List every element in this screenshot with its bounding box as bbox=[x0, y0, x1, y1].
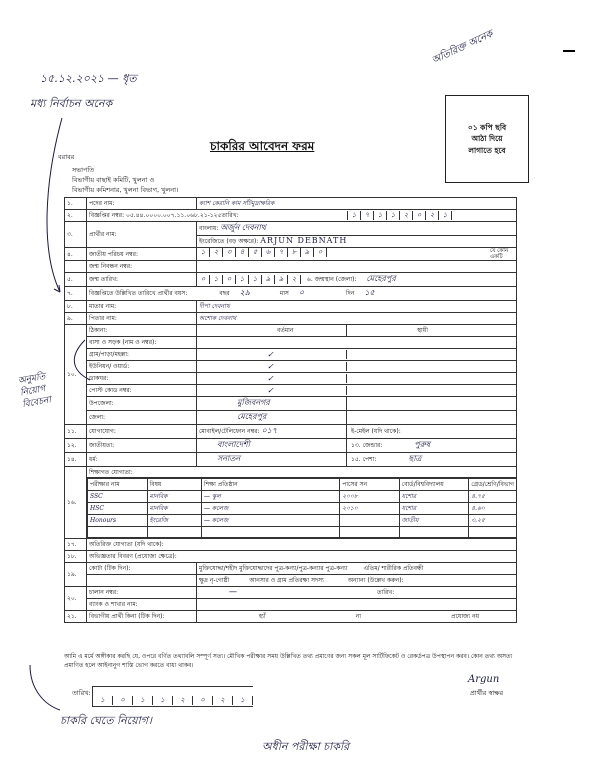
gender-label: জেন্ডার: bbox=[362, 442, 383, 449]
address-field-label: ডাকঘর: bbox=[87, 373, 197, 385]
occupation-label: পেশা: bbox=[362, 456, 377, 463]
age-day[interactable]: ১৫ bbox=[364, 288, 375, 297]
english-label: ইংরেজিতে (বড় অক্ষরে): bbox=[199, 238, 259, 245]
education-row bbox=[88, 503, 517, 515]
extra-qualification-label: অতিরিক্ত যোগ্যতা (যদি থাকে): bbox=[87, 539, 517, 551]
board[interactable]: যশোর bbox=[399, 491, 469, 503]
applicant-signature: Argun bbox=[468, 674, 500, 685]
address-line bbox=[65, 337, 517, 349]
dob-digit-boxes[interactable] bbox=[197, 276, 301, 283]
age-year[interactable]: ২৯ bbox=[239, 288, 250, 297]
either-one-note: যে কোন একটি bbox=[490, 248, 509, 260]
digit-box[interactable]: ০ bbox=[113, 696, 133, 705]
education-table bbox=[87, 478, 517, 538]
field-label: যোগাযোগ: bbox=[87, 425, 197, 439]
education-row bbox=[88, 491, 517, 503]
option-yes[interactable]: হ্যাঁ bbox=[259, 613, 266, 620]
form-cell bbox=[197, 248, 517, 261]
bottom-left-note: চাকরি ঘেতে নিয়োগ। bbox=[60, 714, 152, 727]
digit-box[interactable]: ০ bbox=[193, 696, 213, 705]
address-field-label: গ্রাম/পাড়া/মহল্লা: bbox=[87, 349, 197, 361]
form-cell bbox=[469, 527, 517, 538]
field-label: পিতার নাম: bbox=[87, 313, 197, 325]
row-number: ৭. bbox=[65, 287, 87, 301]
quota-other[interactable]: অন্যান্য (উল্লেখ করুন): bbox=[347, 577, 404, 584]
address-line bbox=[65, 349, 517, 361]
field-label: চালান নম্বর: bbox=[87, 587, 197, 599]
row-number: ৫. bbox=[65, 273, 87, 287]
digit-box[interactable]: ৪ bbox=[236, 248, 249, 257]
photo-line-2: আঠা দিয়ে bbox=[471, 134, 503, 144]
bottom-right-note: অধীন পরীক্ষা চাকরি bbox=[262, 740, 350, 753]
address-field-label: উপজেলা: bbox=[87, 397, 197, 411]
education-header-row bbox=[88, 479, 517, 491]
row-number: ১০. bbox=[65, 325, 87, 425]
digit-box[interactable]: ০ bbox=[223, 275, 236, 284]
digit-box[interactable]: ০ bbox=[197, 275, 210, 284]
nationality-value[interactable]: বাংলাদেশী bbox=[197, 439, 347, 452]
year-label: বছর bbox=[219, 290, 230, 297]
field-label: ঠিকানা: bbox=[87, 325, 197, 337]
form-cell bbox=[340, 527, 399, 538]
address-value[interactable]: ✓ bbox=[197, 350, 347, 359]
religion-value[interactable]: সনাতন bbox=[197, 453, 347, 466]
experience-label: অভিজ্ঞতার বিবরণ (প্রযোজ্য ক্ষেত্রে): bbox=[87, 551, 517, 563]
top-left-note: মধ্য নির্বাচন অনেক bbox=[30, 97, 113, 110]
field-label: পদের নাম: bbox=[87, 198, 197, 210]
address-value[interactable]: ✓ bbox=[197, 386, 347, 395]
row-quota-2 bbox=[65, 575, 517, 587]
phone-label: মোবাইল/টেলিফোন নম্বর: bbox=[199, 428, 260, 435]
form-cell bbox=[197, 337, 517, 349]
row-dob bbox=[65, 273, 517, 287]
form-cell bbox=[197, 385, 517, 397]
digit-box[interactable]: ১ bbox=[439, 211, 452, 220]
grade[interactable]: ৪.৬০ bbox=[469, 503, 517, 515]
address-line-2: বিভাগীয় বাছাই কমিটি, খুলনা ও bbox=[72, 176, 155, 184]
quota-freedom-fighter[interactable]: মুক্তিযোদ্ধা/শহীদ মুক্তিযোদ্ধাদের পুত্র-কন্যা/পুত্র-কন্যার পুত্র-কন্যা bbox=[199, 565, 348, 572]
challan-number-value[interactable]: — bbox=[229, 587, 237, 596]
date-label: তারিখ: bbox=[72, 689, 91, 697]
digit-box[interactable]: ৯ bbox=[301, 248, 314, 257]
row-birth-reg bbox=[65, 261, 517, 273]
row-religion bbox=[65, 453, 517, 467]
row-contact bbox=[65, 425, 517, 439]
digit-box[interactable]: ৩ bbox=[223, 248, 236, 257]
form-cell bbox=[197, 349, 517, 361]
digit-box[interactable]: ১ bbox=[233, 696, 253, 705]
digit-box[interactable]: ১ bbox=[210, 275, 223, 284]
top-left-date-note: ১৫.১২.২০২১ — ধৃত bbox=[40, 72, 137, 85]
row-bank bbox=[65, 599, 517, 611]
digit-box[interactable]: ১ bbox=[249, 275, 262, 284]
address-field-label: বাসা ও সড়ক (নাম ও নম্বর): bbox=[87, 337, 197, 349]
column-header: শিক্ষা প্রতিষ্ঠান bbox=[201, 479, 339, 491]
application-form bbox=[64, 197, 516, 623]
form-cell bbox=[65, 261, 87, 273]
digit-box[interactable]: ২ bbox=[173, 696, 193, 705]
digit-box[interactable]: ১ bbox=[348, 211, 361, 220]
field-label: কোটা (টিক দিন): bbox=[87, 563, 197, 575]
digit-box[interactable]: ১ bbox=[374, 211, 387, 220]
address-value[interactable]: মুজিবনগর bbox=[197, 397, 347, 410]
quota-ansar[interactable]: আনসার ও গ্রাম প্রতিরক্ষা সদস্য bbox=[249, 577, 324, 584]
address-line bbox=[65, 373, 517, 385]
field-label: জাতীয়তা: bbox=[87, 439, 197, 453]
address-field-label: ইউনিয়ন/ ওয়ার্ড: bbox=[87, 361, 197, 373]
digit-box[interactable]: ২ bbox=[210, 248, 223, 257]
education-row bbox=[88, 527, 517, 538]
row-post-name bbox=[65, 198, 517, 210]
row-quota bbox=[65, 563, 517, 575]
form-cell bbox=[197, 587, 517, 599]
birth-district-label: ৬. জন্মস্থান (জেলা): bbox=[306, 276, 357, 283]
circular-number-label: বিজ্ঞপ্তির নম্বর: ০৫.৪৪.০০০০.০০৭.১১.০৬৮.২১-১২৫তারিখ: bbox=[89, 212, 239, 219]
column-header: পরীক্ষার নাম bbox=[88, 479, 148, 491]
digit-box[interactable]: ২ bbox=[288, 275, 301, 284]
digit-box[interactable]: ১ bbox=[197, 248, 210, 257]
form-cell bbox=[197, 222, 517, 236]
row-number: ১. bbox=[65, 198, 87, 210]
present-address-header: বর্তমান bbox=[197, 325, 347, 336]
name-english-value[interactable]: ARJUN DEBNATH bbox=[260, 236, 348, 245]
challan-date-label: তারিখ: bbox=[377, 589, 395, 596]
form-cell bbox=[197, 373, 517, 385]
photo-box bbox=[445, 95, 529, 183]
exam-name[interactable]: Honours bbox=[88, 515, 148, 527]
photo-line-3: লাগাতে হবে bbox=[468, 145, 506, 155]
circular-date-boxes[interactable] bbox=[347, 211, 452, 220]
option-not-applicable[interactable]: প্রযোজ্য নয় bbox=[450, 613, 480, 620]
form-cell bbox=[197, 273, 517, 287]
pass-year[interactable]: ২০১০ bbox=[340, 503, 399, 515]
permanent-address-header: স্থায়ী bbox=[417, 327, 428, 334]
digit-box[interactable]: ১ bbox=[387, 211, 400, 220]
row-number: ১২. bbox=[65, 439, 87, 453]
exam-name[interactable]: SSC bbox=[88, 491, 148, 503]
row-father bbox=[65, 313, 517, 325]
institution[interactable]: — কলেজ bbox=[201, 515, 339, 527]
form-cell bbox=[88, 527, 148, 538]
field-label: মাতার নাম: bbox=[87, 301, 197, 313]
digit-box[interactable]: ০ bbox=[314, 248, 327, 257]
grade[interactable]: ৩.২৫ bbox=[469, 515, 517, 527]
age-label: বিজ্ঞপ্তিতে উল্লিখিত তারিখে প্রার্থীর বয়স: bbox=[89, 290, 188, 297]
exam-name[interactable]: HSC bbox=[88, 503, 148, 515]
subject[interactable]: মানবিক bbox=[147, 491, 201, 503]
left-side-note: অনুমতি নিয়োগ বিবেচনা bbox=[17, 371, 52, 411]
digit-box[interactable]: ১ bbox=[153, 696, 173, 705]
field-label: জাতীয় পরিচয় নম্বর: bbox=[87, 248, 197, 261]
subject[interactable]: মানবিক bbox=[147, 503, 201, 515]
digit-box[interactable]: ৬ bbox=[262, 248, 275, 257]
address-field-label: পোস্ট কোড নম্বর: bbox=[87, 385, 197, 397]
birth-district-value[interactable]: মেহেরপুর bbox=[366, 274, 396, 283]
father-name-value[interactable]: অশোক দেবনাথ bbox=[197, 313, 517, 325]
digit-box[interactable]: ১ bbox=[133, 696, 153, 705]
bangla-label: বাংলায়: bbox=[199, 225, 219, 232]
form-cell bbox=[197, 575, 517, 587]
address-line bbox=[65, 361, 517, 373]
institution[interactable]: — কলেজ bbox=[201, 503, 339, 515]
row-circular bbox=[65, 210, 517, 222]
form-cell bbox=[197, 361, 517, 373]
row-extra-qualification bbox=[65, 539, 517, 551]
subject[interactable]: ইংরেজি bbox=[147, 515, 201, 527]
mother-name-value[interactable]: দীপা দেবনাথ bbox=[197, 301, 517, 313]
row-number: ৯. bbox=[65, 313, 87, 325]
digit-box[interactable]: ১ bbox=[236, 275, 249, 284]
top-right-note: অতিরিক্ত অনেক bbox=[430, 28, 495, 67]
month-label: মাস bbox=[279, 290, 289, 297]
institution[interactable]: — স্কুল bbox=[201, 491, 339, 503]
date-digit-boxes[interactable] bbox=[92, 686, 253, 707]
row-number: ২০. bbox=[65, 587, 87, 611]
form-cell bbox=[147, 527, 201, 538]
row-address-header bbox=[65, 325, 517, 337]
row-number: ৪. bbox=[65, 248, 87, 261]
row-number: ১৯. bbox=[65, 563, 87, 587]
gender-value[interactable]: পুরুষ bbox=[414, 440, 431, 449]
form-cell bbox=[87, 467, 517, 539]
grade[interactable]: ৪.৭৫ bbox=[469, 491, 517, 503]
form-cell bbox=[87, 210, 517, 222]
form-cell bbox=[87, 575, 197, 587]
digit-box[interactable]: ২ bbox=[426, 211, 439, 220]
column-header: পাসের সন bbox=[340, 479, 399, 491]
address-line bbox=[65, 411, 517, 425]
row-number: ৮. bbox=[65, 301, 87, 313]
age-month[interactable]: ০ bbox=[298, 288, 305, 297]
quota-orphan-disabled[interactable]: এতিম/ শারীরিক প্রতিবন্ধী bbox=[363, 565, 424, 572]
address-line bbox=[65, 397, 517, 411]
form-cell bbox=[399, 527, 469, 538]
email-label: ই-মেইল (যদি থাকে): bbox=[351, 428, 401, 435]
board[interactable]: যশোর bbox=[399, 503, 469, 515]
row-mother bbox=[65, 301, 517, 313]
row-number: ২. bbox=[65, 210, 87, 222]
form-title: চাকরির আবেদন ফরম bbox=[210, 139, 315, 153]
row-number: ১১. bbox=[65, 425, 87, 439]
salutation: বরাবর bbox=[58, 153, 75, 161]
row-number: ১৮. bbox=[65, 551, 87, 563]
field-label: ব্যাংক ও শাখার নাম: bbox=[87, 599, 197, 611]
row-nid bbox=[65, 248, 517, 261]
row-number: ১৪. bbox=[65, 453, 87, 467]
address-line-1: সভাপতি bbox=[72, 166, 95, 174]
board[interactable]: জাতীয় bbox=[399, 515, 469, 527]
address-value[interactable]: ✓ bbox=[197, 362, 347, 371]
address-value[interactable]: ✓ bbox=[197, 374, 347, 383]
form-cell bbox=[197, 563, 517, 575]
digit-box[interactable]: ০ bbox=[413, 211, 426, 220]
pass-year[interactable] bbox=[340, 515, 399, 527]
form-cell bbox=[197, 611, 517, 623]
occupation-value[interactable]: ছাত্র bbox=[408, 454, 422, 463]
bank-value[interactable] bbox=[197, 599, 517, 611]
education-label: শিক্ষাগত যোগ্যতা: bbox=[87, 467, 516, 478]
digit-box[interactable]: ৫ bbox=[249, 248, 262, 257]
digit-box[interactable]: ৭ bbox=[275, 248, 288, 257]
photo-line-1: ০১ কপি ছবি bbox=[467, 123, 507, 133]
form-cell bbox=[197, 439, 517, 453]
column-header: গ্রেড/শ্রেণি/বিভাগ bbox=[469, 479, 517, 491]
form-cell bbox=[197, 453, 517, 467]
digit-box[interactable]: ৭ bbox=[361, 211, 374, 220]
option-no[interactable]: না bbox=[355, 613, 361, 620]
post-name-value[interactable]: ক্যাশ কেরানি কাম সাঁটমুদ্রাক্ষরিক bbox=[197, 198, 517, 210]
field-label: জন্ম নিবন্ধন নম্বর: bbox=[87, 261, 197, 273]
field-label: বিভাগীয় প্রার্থী কিনা (টিক দিন): bbox=[87, 611, 197, 623]
row-number: ১৩. bbox=[351, 442, 361, 449]
quota-ethnic[interactable]: ক্ষুদ্র নৃ-গোষ্ঠী bbox=[199, 577, 230, 584]
digit-box[interactable]: ২ bbox=[400, 211, 413, 220]
form-cell bbox=[87, 287, 517, 301]
education-row bbox=[88, 515, 517, 527]
field-label: জন্ম তারিখ: bbox=[87, 273, 197, 287]
row-challan bbox=[65, 587, 517, 599]
field-label: ধর্ম: bbox=[87, 453, 197, 467]
address-line-3: বিভাগীয় কমিশনার, খুলনা বিভাগ, খুলনা। bbox=[72, 186, 179, 194]
row-nationality bbox=[65, 439, 517, 453]
digit-box[interactable]: ২ bbox=[213, 696, 233, 705]
address-line bbox=[65, 385, 517, 397]
row-education bbox=[65, 467, 517, 539]
birth-reg-value[interactable] bbox=[197, 261, 517, 273]
digit-box[interactable]: ৮ bbox=[288, 248, 301, 257]
column-header: বিষয় bbox=[147, 479, 201, 491]
form-cell bbox=[197, 425, 517, 439]
row-number: ১৭. bbox=[65, 539, 87, 551]
column-header: বোর্ড/বিশ্ববিদ্যালয় bbox=[399, 479, 469, 491]
phone-value[interactable]: ০১৭ bbox=[261, 426, 278, 435]
row-experience bbox=[65, 551, 517, 563]
pass-year[interactable]: ২০০৮ bbox=[340, 491, 399, 503]
digit-box[interactable]: ৯ bbox=[275, 275, 288, 284]
declaration-text: আমি এ মর্মে অঙ্গীকার করছি যে, ওপরে বর্ণিত তথ্যাবলি সম্পূর্ণ সত্য। মৌখিক পরীক্ষার সময় উল্লিখিত তথ্য প্রমাণের জন্য সকল মূল সার্টিফিকেট ও রেকর্ডপত্র উপস্থাপন করব। কোন তথ্য অসত্য প্রমাণিত হলে আইনানুগ শাস্তি ভোগ করতে বাধ্য থাকব। bbox=[64, 653, 513, 669]
address-field-label: জেলা: bbox=[87, 411, 197, 425]
row-number: ৩. bbox=[65, 222, 87, 248]
signature-label: প্রার্থীর স্বাক্ষর bbox=[470, 689, 504, 697]
digit-box[interactable]: ৯ bbox=[262, 275, 275, 284]
row-name-bn bbox=[65, 222, 517, 236]
name-bangla-value[interactable]: অর্জুন দেবনাথ bbox=[220, 223, 266, 232]
form-cell bbox=[197, 325, 517, 337]
row-number: ২১. bbox=[65, 611, 87, 623]
row-number: ১৬. bbox=[65, 467, 87, 539]
form-cell bbox=[201, 527, 339, 538]
form-cell bbox=[197, 236, 517, 248]
nid-digit-boxes[interactable] bbox=[197, 249, 327, 256]
form-cell bbox=[197, 397, 517, 411]
address-value[interactable]: মেহেরপুর bbox=[197, 411, 347, 424]
day-label: দিন bbox=[345, 290, 355, 297]
row-age bbox=[65, 287, 517, 301]
row-departmental bbox=[65, 611, 517, 623]
field-label: প্রার্থীর নাম: bbox=[87, 222, 197, 248]
row-number: ১৫. bbox=[351, 456, 361, 463]
form-cell bbox=[197, 411, 517, 425]
digit-box[interactable]: ১ bbox=[93, 696, 113, 705]
